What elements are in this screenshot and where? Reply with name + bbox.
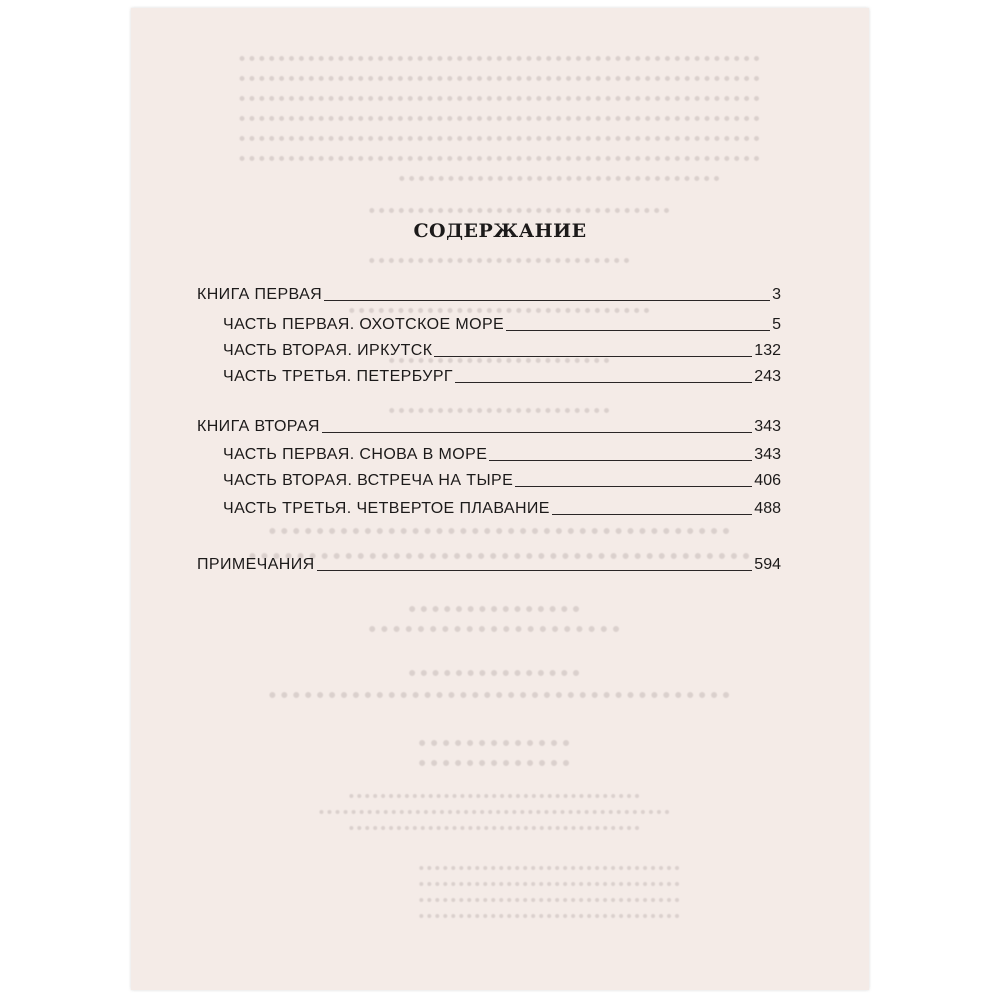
toc-entry-part[interactable]	[223, 442, 781, 464]
toc-entry-page: 243	[754, 368, 781, 385]
toc-entry-label: ПРИМЕЧАНИЯ	[197, 556, 315, 573]
toc-entry-part[interactable]	[223, 496, 781, 518]
toc-entry-part[interactable]	[223, 468, 781, 490]
contents-heading: СОДЕРЖАНИЕ	[413, 220, 587, 242]
toc-entry-label: ЧАСТЬ ПЕРВАЯ. ОХОТСКОЕ МОРЕ	[223, 316, 505, 333]
toc-entry-page: 5	[772, 316, 781, 333]
toc-entry-page: 343	[754, 446, 781, 463]
toc-entry-page: 343	[754, 418, 781, 435]
leader-line	[552, 514, 752, 515]
leader-line	[317, 570, 753, 571]
toc-entry-page: 488	[754, 500, 781, 517]
toc-entry-label: ЧАСТЬ ПЕРВАЯ. СНОВА В МОРЕ	[223, 446, 488, 463]
toc-entry-label: ЧАСТЬ ВТОРАЯ. ВСТРЕЧА НА ТЫРЕ	[223, 472, 514, 489]
toc-entry-part[interactable]	[223, 364, 781, 386]
leader-line	[489, 460, 752, 461]
leader-line	[515, 486, 752, 487]
leader-line	[455, 382, 752, 383]
toc-entry-label: КНИГА ВТОРАЯ	[197, 418, 320, 435]
leader-line	[434, 356, 752, 357]
toc-entry-page: 132	[754, 342, 781, 359]
toc-entry-label: ЧАСТЬ ТРЕТЬЯ. ПЕТЕРБУРГ	[223, 368, 453, 385]
leader-line	[506, 330, 770, 331]
toc-entry-page: 3	[772, 286, 781, 303]
leader-line	[322, 432, 752, 433]
toc-entry-part[interactable]	[223, 312, 781, 334]
toc-entry-page: 406	[754, 472, 781, 489]
book-page	[131, 8, 869, 990]
toc-entry-book-1[interactable]	[197, 282, 781, 304]
toc-entry-notes[interactable]	[197, 552, 781, 574]
toc-entry-book-2[interactable]	[197, 414, 781, 436]
leader-line	[324, 300, 770, 301]
toc-entry-label: ЧАСТЬ ВТОРАЯ. ИРКУТСК	[223, 342, 433, 359]
toc-entry-part[interactable]	[223, 338, 781, 360]
toc-entry-page: 594	[754, 556, 781, 573]
toc-entry-label: ЧАСТЬ ТРЕТЬЯ. ЧЕТВЕРТОЕ ПЛАВАНИЕ	[223, 500, 550, 517]
toc-entry-label: КНИГА ПЕРВАЯ	[197, 286, 323, 303]
